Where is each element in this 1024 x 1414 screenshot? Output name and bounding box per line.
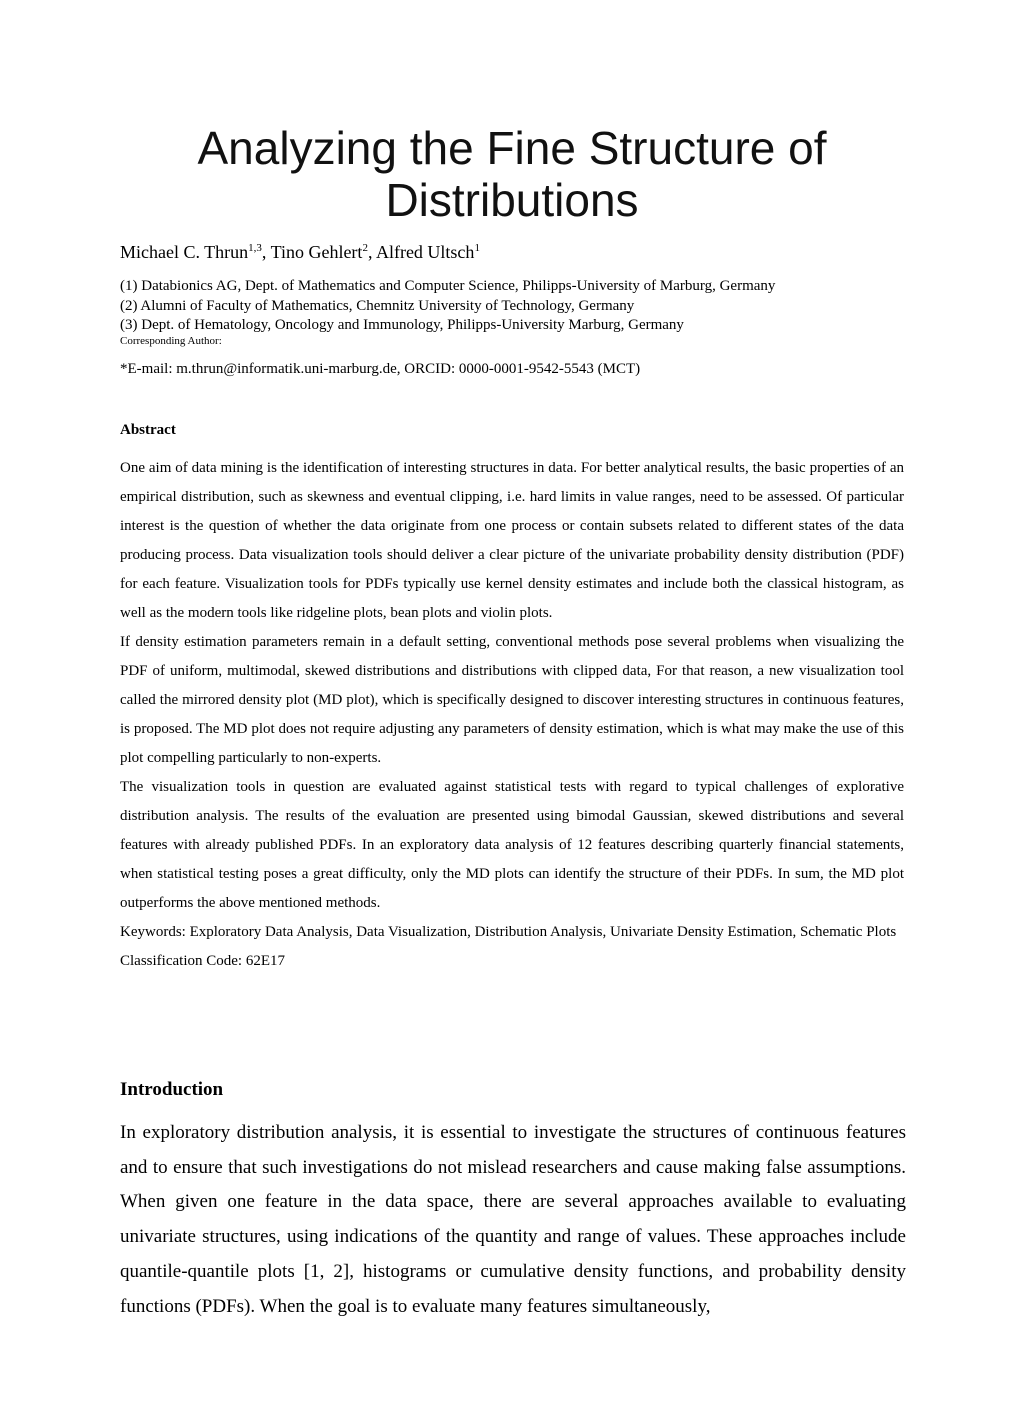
author-separator: , — [261, 242, 271, 262]
introduction-body — [120, 1116, 906, 1324]
contact-email-line: *E-mail: m.thrun@informatik.uni-marburg.de, ORCID: 0000-0001-9542-5543 (MCT) — [120, 361, 641, 377]
paper-title: Analyzing the Fine Structure of Distributions — [197, 122, 827, 226]
author-line — [120, 240, 904, 264]
author-name: Michael C. Thrun — [120, 242, 249, 262]
author-name: Tino Gehlert — [270, 242, 363, 262]
introduction-heading: Introduction — [120, 1079, 224, 1100]
author-separator: , — [367, 242, 376, 262]
keywords: Keywords: Exploratory Data Analysis, Data Visualization, Distribution Analysis, Univariate Density Estimation, Schematic Plots — [120, 924, 897, 940]
classification-code: Classification Code: 62E17 — [120, 953, 285, 969]
affiliations — [120, 277, 904, 336]
affiliation-line: (2) Alumni of Faculty of Mathematics, Chemnitz University of Technology, Germany — [120, 297, 635, 314]
author-affil-marker: 2 — [362, 242, 368, 254]
abstract-paragraph: The visualization tools in question are evaluated against statistical tests with regard to typical challenges of explorative distribution analysis. The results of the evaluation are presented using bimodal Gaussian, skewed distributions and several features with already published PDFs. In an exploratory data analysis of 12 features describing quarterly financial statements, when statistical testing poses a great difficulty, only the MD plots can identify the structure of their PDFs. In sum, the MD plot outperforms the above mentioned methods. — [120, 779, 904, 911]
abstract-paragraph: If density estimation parameters remain in a default setting, conventional methods pose several problems when visualizing the PDF of uniform, multimodal, skewed distributions and distributions with clipped data, For that reason, a new visualization tool called the mirrored density plot (MD plot), which is specifically designed to discover interesting structures in continuous features, is proposed. The MD plot does not require adjusting any parameters of density estimation, which is what may make the use of this plot compelling particularly to non-experts. — [120, 634, 904, 766]
corresponding-author-label: Corresponding Author: — [120, 335, 222, 347]
abstract-paragraph: One aim of data mining is the identification of interesting structures in data. For better analytical results, the basic properties of an empirical distribution, such as skewness and eventual clipping, i.e. hard limits in value ranges, need to be assessed. Of particular interest is the question of whether the data originate from one process or contain subsets related to different states of the data producing process. Data visualization tools should deliver a clear picture of the univariate probability density distribution (PDF) for each feature. Visualization tools for PDFs typically use kernel density estimates and include both the classical histogram, as well as the modern tools like ridgeline plots, bean plots and violin plots. — [120, 460, 904, 621]
introduction-paragraph: In exploratory distribution analysis, it is essential to investigate the structures of continuous features and to ensure that such investigations do not mislead researchers and cause making false assumptions. When given one feature in the data space, there are several approaches available to evaluating univariate structures, using indications of the quantity and range of values. These approaches include quantile-quantile plots [1, 2], histograms or cumulative density functions, and probability density functions (PDFs). When the goal is to evaluate many features simultaneously, — [120, 1122, 906, 1317]
affiliation-line: (3) Dept. of Hematology, Oncology and Immunology, Philipps-University Marburg, Germany — [120, 317, 684, 333]
author-name: Alfred Ultsch — [375, 242, 475, 262]
affiliation-line: (1) Databionics AG, Dept. of Mathematics and Computer Science, Philipps-University of Marburg, Germany — [120, 278, 776, 294]
abstract-body — [120, 454, 904, 976]
author-affil-marker: 1 — [474, 242, 480, 254]
abstract-heading: Abstract — [120, 422, 176, 438]
author-affil-marker: 1,3 — [248, 242, 262, 254]
